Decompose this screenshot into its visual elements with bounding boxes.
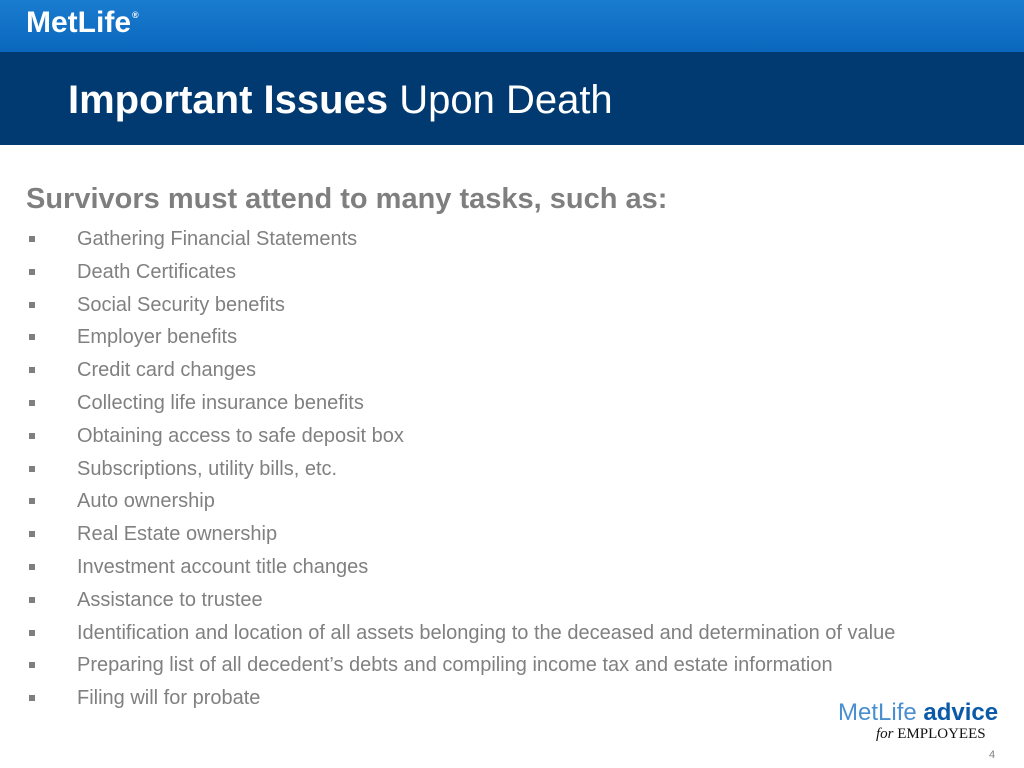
square-bullet-icon bbox=[29, 334, 35, 340]
list-item bbox=[0, 388, 1024, 421]
list-item bbox=[0, 257, 1024, 290]
list-item bbox=[0, 355, 1024, 388]
square-bullet-icon bbox=[29, 662, 35, 668]
square-bullet-icon bbox=[29, 597, 35, 603]
list-item bbox=[0, 585, 1024, 618]
metlife-logo bbox=[26, 6, 139, 40]
metlife-advice-logo bbox=[838, 699, 998, 727]
task-list bbox=[0, 224, 1024, 716]
slide-title bbox=[68, 78, 613, 123]
list-item-text: Death Certificates bbox=[77, 260, 236, 283]
list-item-text: Identification and location of all assets belonging to the deceased and determination of value bbox=[77, 621, 896, 644]
square-bullet-icon bbox=[29, 269, 35, 275]
page-number: 4 bbox=[989, 749, 996, 761]
square-bullet-icon bbox=[29, 531, 35, 537]
brand-subtitle bbox=[876, 726, 986, 743]
list-item bbox=[0, 486, 1024, 519]
square-bullet-icon bbox=[29, 433, 35, 439]
list-item-text: Preparing list of all decedent’s debts and compiling income tax and estate information bbox=[77, 654, 833, 677]
list-item bbox=[0, 421, 1024, 454]
list-item-text: Credit card changes bbox=[77, 359, 256, 382]
slide-title-bold: Important Issues bbox=[68, 78, 389, 122]
square-bullet-icon bbox=[29, 564, 35, 570]
list-item-text: Obtaining access to safe deposit box bbox=[77, 424, 404, 447]
square-bullet-icon bbox=[29, 367, 35, 373]
list-item-text: Gathering Financial Statements bbox=[77, 228, 358, 250]
square-bullet-icon bbox=[29, 466, 35, 472]
brand-sub-for: for bbox=[876, 726, 894, 742]
list-item bbox=[0, 454, 1024, 487]
registered-mark: ® bbox=[132, 10, 139, 20]
list-item bbox=[0, 650, 1024, 683]
brand-main: MetLife bbox=[838, 699, 917, 726]
list-item bbox=[0, 224, 1024, 257]
list-item-text: Auto ownership bbox=[77, 490, 215, 513]
list-item-text: Collecting life insurance benefits bbox=[77, 391, 364, 414]
list-item-text: Filing will for probate bbox=[77, 687, 261, 710]
list-item-text: Assistance to trustee bbox=[77, 588, 263, 611]
square-bullet-icon bbox=[29, 630, 35, 636]
square-bullet-icon bbox=[29, 236, 35, 242]
list-item bbox=[0, 290, 1024, 323]
list-item-text: Social Security benefits bbox=[77, 293, 285, 316]
list-item-text: Real Estate ownership bbox=[77, 523, 278, 546]
square-bullet-icon bbox=[29, 695, 35, 701]
list-item-text: Employer benefits bbox=[77, 326, 238, 349]
logo-text: MetLife bbox=[26, 6, 131, 39]
list-item bbox=[0, 322, 1024, 355]
list-item bbox=[0, 618, 1024, 651]
brand-sub-rest: EMPLOYEES bbox=[897, 726, 986, 742]
square-bullet-icon bbox=[29, 498, 35, 504]
top-bar bbox=[0, 0, 1024, 52]
slide-title-rest: Upon Death bbox=[399, 78, 613, 122]
brand-accent: advice bbox=[923, 699, 999, 726]
list-item bbox=[0, 552, 1024, 585]
list-item-text: Subscriptions, utility bills, etc. bbox=[77, 457, 338, 480]
content-heading: Survivors must attend to many tasks, such as: bbox=[26, 183, 668, 215]
list-item bbox=[0, 519, 1024, 552]
list-item-text: Investment account title changes bbox=[77, 555, 369, 578]
square-bullet-icon bbox=[29, 400, 35, 406]
square-bullet-icon bbox=[29, 302, 35, 308]
